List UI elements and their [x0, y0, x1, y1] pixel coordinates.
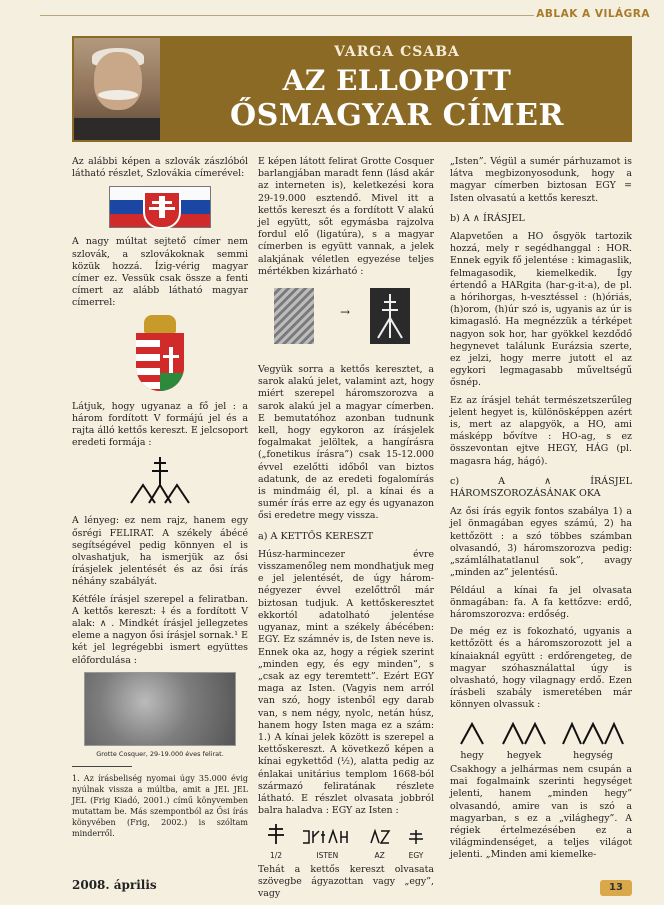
issue-date: 2008. április: [72, 878, 157, 892]
hegyseg-glyph-block: [561, 720, 625, 762]
runic-istent-glyphs: [301, 829, 353, 845]
paragraph: Csakhogy a jelhármas nem csupán a mai fogalmaink szerinti hegységet jelenti, hanem „minden hegy” olvasandó, amire van is szó a magyarban, s ez a „világhegy”. A régiek értelmezésében ez a világmindenséget, a teljes világot jelenti. „Minden ami kiemelke-: [450, 763, 632, 861]
figure-label-egy: EGY: [408, 850, 424, 860]
author-photo: [74, 38, 160, 140]
hungarian-coat-of-arms-image: [130, 315, 190, 395]
figure-label-half: 1/2: [269, 850, 283, 860]
paragraph: Az ősi írás egyik fontos szabálya 1) a jel önmagában egyes számú, 2) ha kettőzött : a szó többes számban olvasandó, 3) háromszorozva pedig: „számlálhatatlanul sok”, avagy „minden az” jelentésű.: [450, 506, 632, 579]
photo-shirt: [74, 118, 160, 140]
glyph-label-hegy: hegy: [460, 749, 484, 761]
mountain-glyphs-figure: [450, 720, 632, 762]
section-heading: c) A ∧ ÍRÁSJEL HÁROMSZOROZÁSÁNAK OKA: [450, 475, 632, 500]
istent-glyph-block: [301, 829, 353, 861]
paragraph: Kétféle írásjel szerepel a feliratban. A kettős kereszt: ⸸ és a fordított V alak: ∧ . Mindkét írásjel jellegzetes eleme a nagyon ősi írásjel sornak.¹ E két jel legrégebbi ismert együttes előfordulása :: [72, 593, 248, 666]
glyph-label-hegyseg: hegység: [573, 749, 613, 761]
photo-mustache: [98, 90, 138, 100]
half-glyph-block: [266, 823, 286, 861]
column-2: [258, 156, 434, 905]
author-name: VARGA CSABA: [334, 44, 460, 60]
running-head-rule: [40, 15, 534, 16]
column-3: [450, 156, 632, 867]
figure-label-az: AZ: [374, 850, 385, 860]
paragraph: Alapvetően a HO ősgyök tartozik hozzá, mely r segédhanggal : HOR. Ennek egyik fő jelentése : kimagaslik, felmagasodik, kiemelkedik. Így értendő a HARgita (har-g-it-a), de pl. a hórihorgas, h-vesztéssel : (h)óriás, (h)orom, (h)úr szó is, ugyanis az úr is kimagasló. Ha megnézzük a térképet nagyon sok hor, har gyökkel kezdődő hegynevet találunk Eurázsia szerte, ez jelzi, hogy merre jutott el az egykori legmagasabb műveltségű ősnép.: [450, 231, 632, 389]
paragraph: De még ez is fokozható, ugyanis a kettőzött és a háromszorozott jel a kínaiaknál együtt : erdőrengeteg, de magyar szóhasználattal úgy is olvasható, hogy vilagnagy erdő. Ezen írásbeli szabály ismeretében már könnyen olvassuk :: [450, 626, 632, 711]
figure-label-isten: ISTEN: [316, 850, 339, 860]
holy-crown-icon: [144, 315, 176, 333]
section-heading: b) A ∧ ÍRÁSJEL: [450, 212, 525, 224]
chinese-half-glyph: [266, 823, 286, 845]
single-mountain-glyph: [457, 720, 487, 746]
slovak-coat-of-arms-icon: [143, 191, 181, 229]
glyph-label-hegyek: hegyek: [506, 749, 542, 761]
paragraph: Vegyük sorra a kettős keresztet, a sarok alakú jelet, valamint azt, hogy miért szerepel háromszorozva a sarok alakú jel a magyar címerben. E bemutatóhoz azonban tudnunk kell, hogy egykoron az írásjelek fogalmakat jelöltek, a hangírásra („fonetikus írásra”) csak 15-12.000 évvel ezelőtti időből van biztos adatunk, de az eredeti fogalomírás is mindmáig él, pl. a kínai és a sumér írás erre az egy és ugyanazon ősi eredetre megy vissza.: [258, 364, 434, 522]
column-1: [72, 156, 248, 844]
article-title-line1: AZ ELLOPOTT: [282, 64, 512, 97]
section-heading: a) A KETTŐS KERESZT: [258, 530, 374, 542]
image-caption: Grotte Cosquer, 29-19.000 éves felirat.: [96, 749, 224, 758]
page-number: 13: [600, 880, 632, 896]
cave-inscription-photo: [84, 672, 236, 746]
paragraph: Látjuk, hogy ugyanaz a fő jel : a három fordított V formájú jel és a rajta álló kettős kereszt. E jelcsoport eredeti formája :: [72, 400, 248, 449]
paragraph: E képen látott felirat Grotte Cosquer barlangjában maradt fenn (lásd akár az interneten is), keletkezési kora 29-19.000 esztendő. Mivel itt a kettős kereszt és a fordított V alakú jel együtt, sőt egymásba rajzolva fordul elő (ligatúra), s a magyar címerben is együtt vannak, a jelek alakjának véletlen egyezése teljes mértékben kizárható :: [258, 156, 434, 277]
paragraph: Az alábbi képen a szlovák zászlóból látható részlet, Szlovákia címerével:: [72, 156, 248, 180]
double-mountain-glyph: [501, 720, 547, 746]
running-head: [0, 6, 664, 26]
runic-az-glyphs: [369, 829, 391, 845]
paragraph: A lényeg: ez nem rajz, hanem egy ősrégi FELIRAT. A székely ábécé segítségével pedig könnyen el is olvashatjuk, ha ismerjük az ősi írásjelek jelentését és az ősi írás néhány szabályát.: [72, 515, 248, 588]
paragraph: A nagy múltat sejtető címer nem szlovák, a szlovákoknak semmi közük hozzá. Ízig-vérig magyar címer ez. Vessük csak össze a fenti címert az alább látható magyar címerrel:: [72, 236, 248, 309]
footnote: 1. Az írásbeliség nyomai úgy 35.000 évig nyúlnak vissza a múltba, amit a JEL JEL JEL (Frig Kiadó, 2001.) című könyvemben mutattam be. Más szempontból az Ősi írás könyvében (Frig, 2002.) is szóltam minderről.: [72, 774, 248, 839]
hegy-glyph-block: [457, 720, 487, 762]
runic-egy-glyph: [406, 829, 426, 845]
paragraph: Tehát a kettős kereszt olvasata szövegbe ágyazottan vagy „egy”, vagy: [258, 863, 434, 900]
slovak-flag-image: [109, 186, 211, 228]
paragraph: „Isten”. Végül a sumér párhuzamot is látva megbizonyosodunk, hogy a magyar címerben biztosan EGY = Isten olvasatú a kettős kereszt.: [450, 156, 632, 204]
inscription-figure: [258, 823, 434, 861]
paragraph: Ez az írásjel tehát természetszerűleg jelent hegyet is, különösképpen azért is, mert az alapgyök, a HO, ami másképp bővítve : HO-ag, s ez összevontan ejtve HEGY, HÁG (pl. magasra hág, hágó).: [450, 394, 632, 467]
footnote-rule: [72, 766, 132, 767]
hegyek-glyph-block: [501, 720, 547, 762]
running-head-title: ABLAK A VILÁGRA: [536, 8, 650, 20]
triple-mountain-glyph: [561, 720, 625, 746]
ligature-icon: [370, 288, 410, 344]
ligature-glyph-image: [370, 288, 410, 344]
arrow-icon: →: [340, 305, 351, 320]
article-title-line2: ŐSMAGYAR CÍMER: [230, 98, 564, 133]
paragraph: Például a kínai fa jel olvasata önmagában: fa. A fa kettőzve: erdő, háromszorozva: erdőség.: [450, 584, 632, 620]
paragraph: Húsz-harmincezer évre visszamenőleg nem mondhatjuk meg e jel jelentését, de úgy három-négyezer évvel ezelőttről már biztosan tudjuk. A kettőskeresztet ekkortól adatolható jelentése ugyanaz, mint a székely ábécében: EGY. Ez számnév is, de Isten neve is. Ennek oka az, hogy a régiek szerint „minden egy, és egy minden”, s „csak az egy teremtett”. Ezért EGY maga az Isten. (Vagyis nem arról van szó, hogy istenből egy darab van, s nem négy, nyolc, netán húsz, hanem hogy Isten maga ez a szám: 1.) A kínai jelek között is szerepel a kettőskereszt. A következő képen a kínai egykettőd (½), alatta pedig az énlakai unitárius templom 1668-ból származó feliratának részlete látható. E részlet olvasata jobbról balra haladva : EGY az Isten :: [258, 548, 434, 817]
ligature-comparison-figure: [258, 284, 434, 354]
az-glyph-block: [369, 829, 391, 861]
title-banner: [72, 36, 632, 142]
double-cross-on-three-hills-glyph: [125, 455, 195, 507]
egy-glyph-block: [406, 829, 426, 861]
cave-detail-photo: [274, 288, 314, 344]
photo-face: [94, 52, 142, 110]
